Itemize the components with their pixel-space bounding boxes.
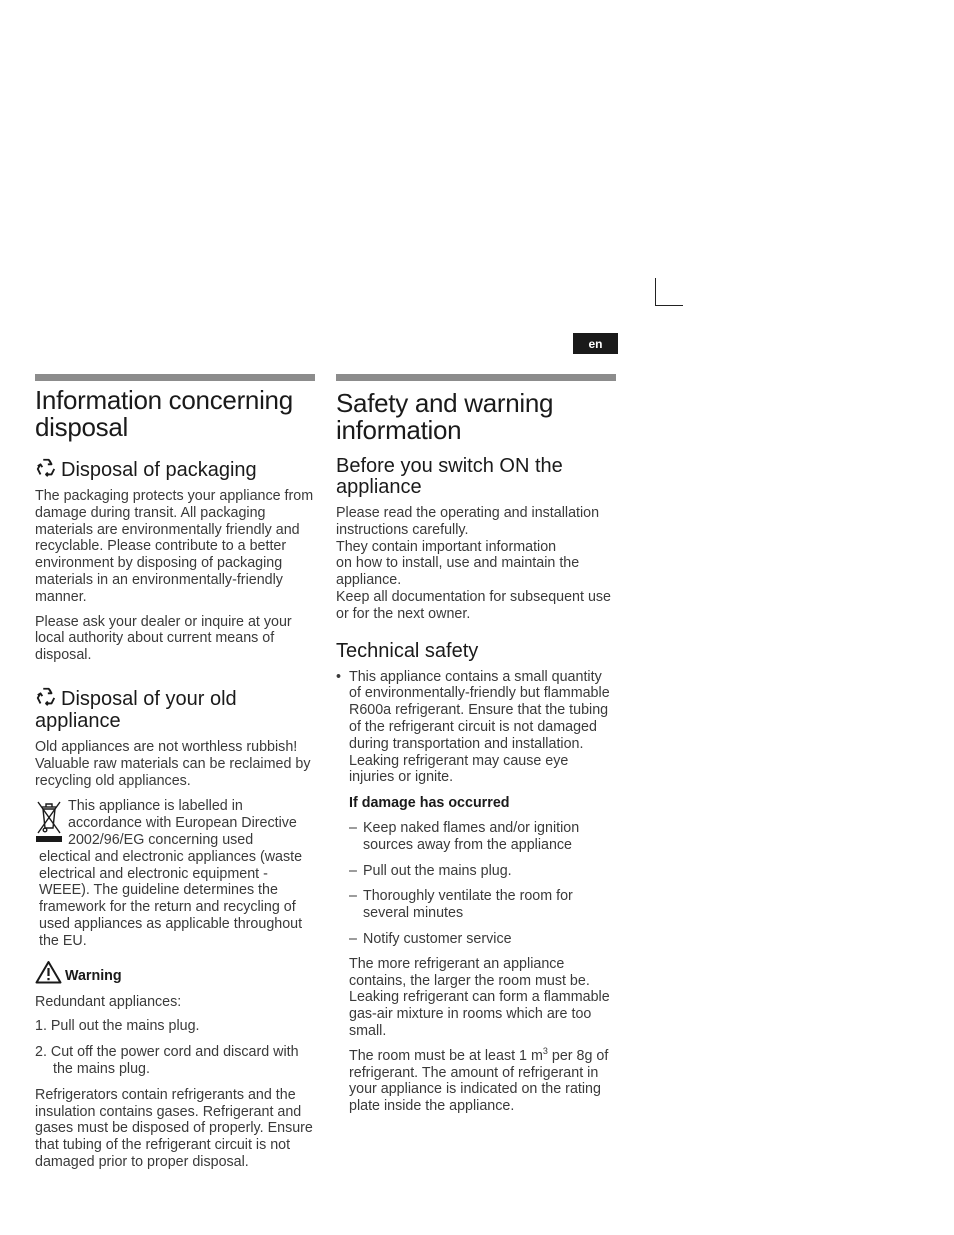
right-column <box>336 374 616 1115</box>
old-appliance-heading-line2: appliance <box>35 709 121 732</box>
packaging-heading <box>35 457 318 481</box>
warning-step: 2. Cut off the power cord and discard with the mains plug. <box>35 1044 299 1077</box>
old-appliance-heading-line1: Disposal of your old <box>61 687 237 710</box>
technical-bullet: • This appliance contains a small quantity of environmentally-friendly but flammable R600a refrigerant. Ensure that the tubing of the refrigerant circuit is not damaged during transportation and installation. Leaking refrigerant may cause eye injuries or ignite. <box>336 669 616 787</box>
weee-notice <box>35 798 318 949</box>
before-line: on how to install, use and maintain the appliance. <box>336 555 580 589</box>
room-size-para: The more refrigerant an appliance contains, the larger the room must be. Leaking refrigerant can form a flammable gas-air mixture in rooms which are too small. <box>349 955 610 1039</box>
old-appliance-para: Old appliances are not worthless rubbish! Valuable raw materials can be reclaimed by recycling old appliances. <box>35 738 311 789</box>
packaging-heading-text: Disposal of packaging <box>61 459 257 481</box>
safety-title-line1: Safety and warning <box>336 388 554 418</box>
weee-line-1: This appliance is labelled in <box>68 798 243 815</box>
technical-bullets <box>336 669 616 787</box>
warning-para: Refrigerators contain refrigerants and the insulation contains gases. Refrigerant and gases must be disposed of properly. Ensure that tubing of the refrigerant circuit is not damaged prior to proper disposal. <box>35 1086 313 1170</box>
warning-heading <box>35 960 318 984</box>
disposal-title-line2: disposal <box>35 412 128 442</box>
technical-safety-heading: Technical safety <box>336 639 479 662</box>
warning-steps <box>35 1018 318 1077</box>
warning-intro: Redundant appliances: <box>35 993 182 1010</box>
crop-mark-horizontal <box>655 305 683 306</box>
warning-triangle-icon <box>35 960 62 984</box>
disposal-title-line1: Information concerning <box>35 385 293 415</box>
before-heading-line1: Before you switch ON the <box>336 455 563 477</box>
recycle-icon <box>35 457 57 479</box>
damage-step: – Notify customer service <box>349 931 616 948</box>
warning-label: Warning <box>65 967 122 984</box>
warning-step: 1. Pull out the mains plug. <box>35 1018 200 1035</box>
packaging-para-1: The packaging protects your appliance from damage during transit. All packaging materials are environmentally friendly and recyclable. Please contribute to a better environment by disposing of packaging materials in an environmentally-friendly manner. <box>35 488 314 605</box>
damage-label: If damage has occurred <box>349 795 510 812</box>
room-volume-para <box>336 1045 616 1115</box>
left-column <box>35 374 318 1171</box>
before-line: Please read the operating and installation instructions carefully. <box>336 505 600 538</box>
before-heading-line2: appliance <box>336 476 422 498</box>
crop-mark-vertical <box>655 278 656 306</box>
room-volume-text-b: per 8g of refrigerant. The amount of refrigerant in your appliance is indicated on the rating plate inside the appliance. <box>349 1047 609 1115</box>
weee-line-3: 2002/96/EG concerning used <box>68 831 254 848</box>
weee-line-2: accordance with European Directive <box>68 815 297 832</box>
safety-title-line2: information <box>336 415 462 445</box>
room-volume-text-a: The room must be at least 1 m <box>349 1047 543 1064</box>
safety-title <box>336 390 616 444</box>
damage-step: – Pull out the mains plug. <box>349 863 616 880</box>
disposal-title <box>35 387 318 441</box>
before-line: They contain important information <box>336 538 557 555</box>
damage-steps <box>336 820 616 948</box>
damage-step: – Keep naked flames and/or ignition sources away from the appliance <box>349 820 616 854</box>
damage-step: – Thoroughly ventilate the room for several minutes <box>349 888 616 922</box>
cubic-superscript: 3 <box>542 1045 548 1056</box>
section-rule <box>35 374 315 381</box>
before-line: Keep all documentation for subsequent use or for the next owner. <box>336 588 612 622</box>
language-tag: en <box>573 333 618 354</box>
before-switch-on-heading <box>336 456 616 498</box>
section-rule <box>336 374 616 381</box>
packaging-para-2: Please ask your dealer or inquire at your local authority about current means of disposal. <box>35 613 292 664</box>
before-text <box>336 505 616 623</box>
recycle-icon <box>35 686 57 708</box>
crossed-bin-icon <box>35 799 63 843</box>
old-appliance-heading <box>35 686 318 732</box>
weee-rest: electical and electronic appliances (waste electrical and electronic equipment - WEEE). The guideline determines the framework for the return and recycling of used appliances as applicable throughout the EU. <box>39 848 303 949</box>
